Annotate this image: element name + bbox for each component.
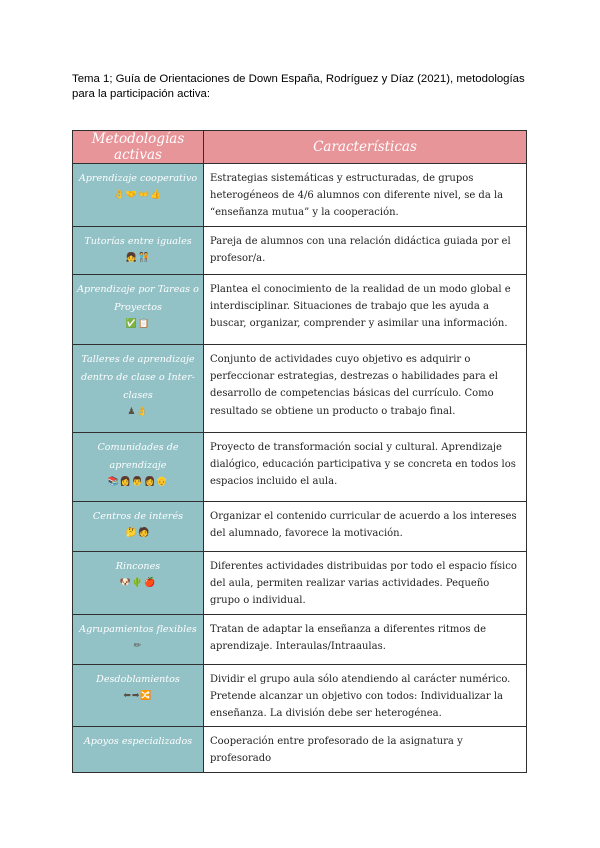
method-description: Tratan de adaptar la enseñanza a diferentes ritmos de aprendizaje. Interaulas/Intraaulas. <box>204 614 527 664</box>
table-row <box>73 164 527 227</box>
method-description: Proyecto de transformación social y cultural. Aprendizaje dialógico, educación participativa y se concreta en todos los espacios incluido el aula. <box>204 433 527 502</box>
method-name: Agrupamientos flexibles <box>79 623 197 635</box>
method-icons: ♟👌 <box>127 407 149 417</box>
table-row <box>73 664 527 727</box>
method-icons: ✏ <box>133 640 143 651</box>
method-name: Desdoblamientos <box>96 673 180 685</box>
methodologies-table <box>72 130 527 773</box>
method-icons: 📚👩👨👩👴 <box>107 477 169 487</box>
header-row <box>73 131 527 164</box>
method-name: Aprendizaje cooperativo <box>78 173 198 184</box>
table-row <box>73 345 527 433</box>
table-row <box>73 552 527 615</box>
header-characteristics: Características <box>204 131 527 164</box>
method-icons: 👧🧑‍🤝‍🧑 <box>125 253 151 263</box>
method-description: Conjunto de actividades cuyo objetivo es adquirir o perfeccionar estrategias, destrezas o habilidades para el desarrollo de competencias básicas del currículo. Como resultado se obtiene un producto o trabajo final. <box>204 345 527 433</box>
method-icons: 🤔🧑 <box>125 528 151 538</box>
table-row <box>73 614 527 664</box>
method-name: Rincones <box>115 561 161 572</box>
method-description: Cooperación entre profesorado de la asignatura y profesorado <box>204 727 527 772</box>
method-description: Diferentes actividades distribuidas por todo el espacio físico del aula, permiten realizar varias actividades. Pequeño grupo o individual. <box>204 552 527 615</box>
method-icons: 🐶🌵🍎 <box>119 578 157 588</box>
intro-text: Tema 1; Guía de Orientaciones de Down España, Rodríguez y Díaz (2021), metodologías para la participación activa: <box>72 73 525 100</box>
method-name: Apoyos especializados <box>83 736 193 748</box>
header-methodologies: Metodologías activas <box>73 131 204 164</box>
method-description: Dividir el grupo aula sólo atendiendo al carácter numérico. Pretende alcanzar un objetivo con todos: Individualizar la enseñanza. La división debe ser heterogénea. <box>204 664 527 727</box>
table-row <box>73 275 527 345</box>
method-icons: ✅📋 <box>125 319 151 329</box>
method-description: Organizar el contenido curricular de acuerdo a los intereses del alumnado, favorece la motivación. <box>204 502 527 552</box>
method-icons: ⬅➡🔀 <box>123 690 153 701</box>
table-row <box>73 727 527 772</box>
method-description: Estrategias sistemáticas y estructuradas, de grupos heterogéneos de 4/6 alumnos con diferente nivel, se da la “enseñanza mutua” y la cooperación. <box>204 164 527 227</box>
table-row <box>73 502 527 552</box>
method-name: Tutorías entre iguales <box>84 236 192 247</box>
method-name: Comunidades de aprendizaje <box>97 442 179 471</box>
table-row <box>73 227 527 275</box>
table-row <box>73 433 527 502</box>
method-name: Centros de interés <box>92 511 184 522</box>
method-icons: 👌🤝👐👍 <box>113 190 163 200</box>
method-name: Talleres de aprendizaje dentro de clase o Inter-clases <box>80 354 196 401</box>
method-description: Pareja de alumnos con una relación didáctica guiada por el profesor/a. <box>204 227 527 275</box>
method-name: Aprendizaje por Tareas o Proyectos <box>77 284 199 313</box>
method-description: Plantea el conocimiento de la realidad de un modo global e interdisciplinar. Situaciones de trabajo que les ayuda a buscar, organizar, comprender y asimilar una información. <box>204 275 527 345</box>
